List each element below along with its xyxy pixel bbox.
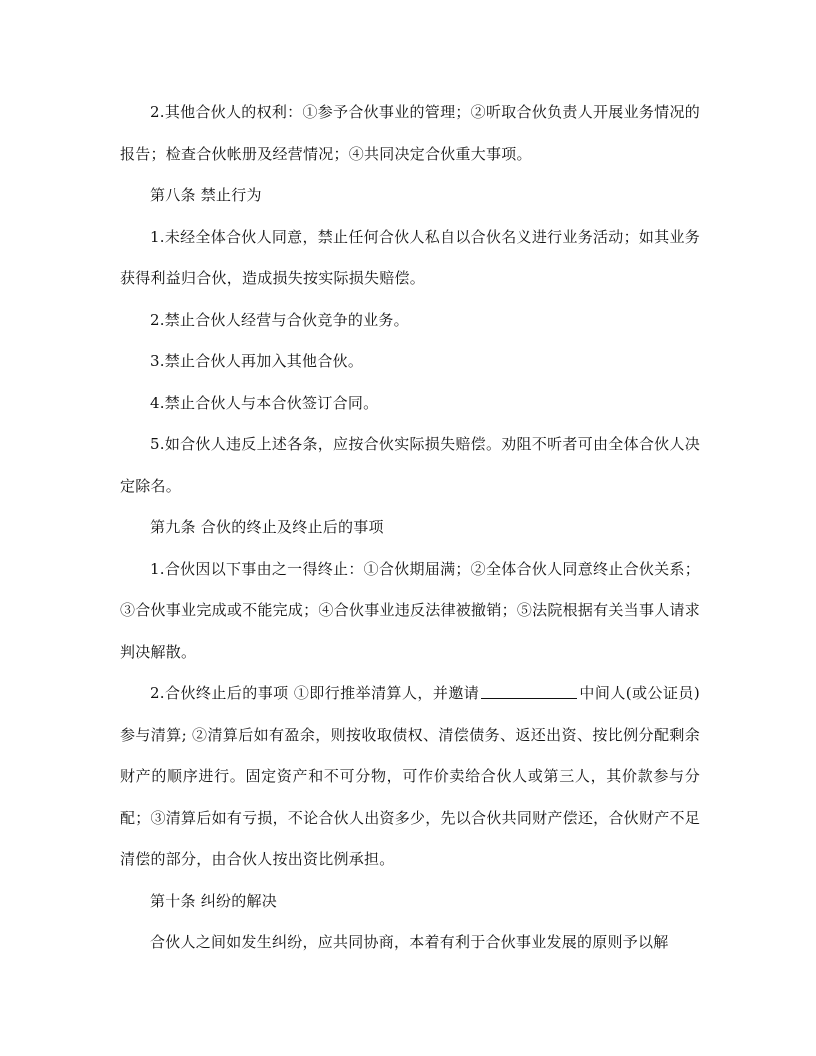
paragraph-prohibition-2: 2.禁止合伙人经营与合伙竞争的业务。	[150, 310, 409, 329]
post-termination-text-after: 中间人(或公证员)参与清算; ②清算后如有盈余，则按收取债权、清偿债务、返还出资、按比例分配剩余财产的顺序进行。固定资产和不可分物，可作价卖给合伙人或第三人，其价款参与分配；③清算后如有亏损，不论合伙人出资多少，先以合伙共同财产偿还，合伙财产不足清偿的部分，由合伙人按出资比例承担。	[120, 684, 700, 868]
paragraph-prohibition-1: 1.未经全体合伙人同意，禁止任何合伙人私自以合伙名义进行业务活动；如其业务获得利益归合伙，造成损失按实际损失赔偿。	[120, 227, 700, 287]
paragraph-prohibition-5: 5.如合伙人违反上述各条，应按合伙实际损失赔偿。劝阻不听者可由全体合伙人决定除名。	[120, 435, 700, 495]
intermediary-blank-line	[481, 684, 577, 699]
article-8-heading: 第八条 禁止行为	[150, 186, 262, 204]
paragraph-prohibition-4: 4.禁止合伙人与本合伙签订合同。	[150, 393, 379, 412]
article-10-heading: 第十条 纠纷的解决	[150, 891, 278, 910]
post-termination-text-before: 2.合伙终止后的事项 ①即行推举清算人，并邀请	[150, 684, 480, 702]
document-body	[120, 92, 700, 964]
paragraph-other-partner-rights: 2.其他合伙人的权利：①参予合伙事业的管理；②听取合伙负责人开展业务情况的报告；检查合伙帐册及经营情况；④共同决定合伙重大事项。	[120, 103, 700, 163]
paragraph-post-termination	[120, 673, 700, 881]
paragraph-prohibition-3: 3.禁止合伙人再加入其他合伙。	[150, 352, 364, 370]
article-9-heading: 第九条 合伙的终止及终止后的事项	[150, 518, 384, 536]
paragraph-termination-causes: 1.合伙因以下事由之一得终止：①合伙期届满；②全体合伙人同意终止合伙关系；③合伙事业完成或不能完成；④合伙事业违反法律被撤销；⑤法院根据有关当事人请求判决解散。	[120, 559, 700, 661]
paragraph-dispute-resolution: 合伙人之间如发生纠纷，应共同协商，本着有利于合伙事业发展的原则予以解	[150, 933, 669, 951]
